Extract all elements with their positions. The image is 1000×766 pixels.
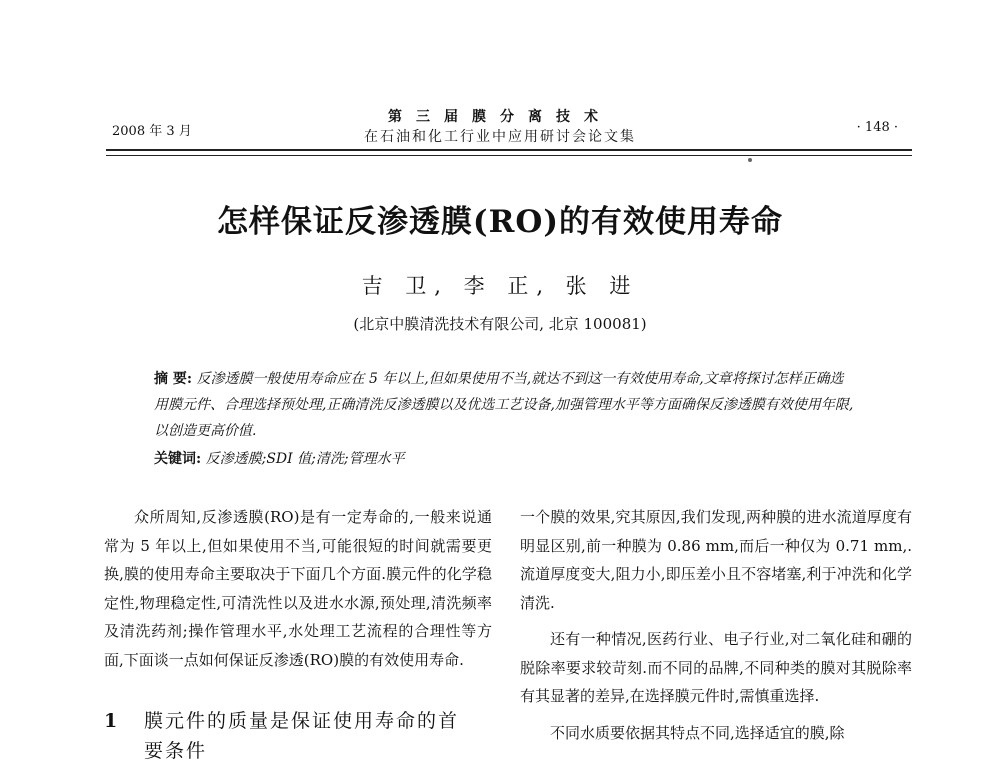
left-column <box>104 503 492 674</box>
header-date: 2008 年 3 月 <box>112 124 192 139</box>
section-1-heading <box>104 706 492 766</box>
scan-speck <box>748 158 752 162</box>
page-number: · 148 · <box>856 120 898 135</box>
header-rule-thick <box>106 149 912 151</box>
section-title-line-1: 膜元件的质量是保证使用寿命的首 <box>144 710 460 732</box>
keywords-text: 反渗透膜;SDI 值;清洗;管理水平 <box>205 451 405 467</box>
keywords-label: 关键词: <box>154 451 202 467</box>
paper-title: 怎样保证反渗透膜(RO)的有效使用寿命 <box>216 204 784 240</box>
right-paragraph-3: 不同水质要依据其特点不同,选择适宜的膜,除 <box>550 723 845 742</box>
conference-line-1: 第三届膜分离技术 <box>388 109 612 125</box>
header-conference <box>0 107 1000 147</box>
right-column <box>520 503 912 747</box>
affiliation: (北京中膜清洗技术有限公司, 北京 100081) <box>353 315 647 333</box>
authors: 吉 卫, 李 正, 张 进 <box>361 274 639 298</box>
section-title-line-2: 要条件 <box>144 740 208 762</box>
conference-line-2: 在石油和化工行业中应用研讨会论文集 <box>364 129 636 145</box>
abstract-text: 反渗透膜一般使用寿命应在 5 年以上,但如果使用不当,就达不到这一有效使用寿命,文章将探讨怎样正确选用膜元件、合理选择预处理,正确清洗反渗透膜以及优选工艺设备,加强管理水平等方面确保反渗透膜有效使用年限,以创造更高价值. <box>154 371 854 439</box>
left-paragraph-1: 众所周知,反渗透膜(RO)是有一定寿命的,一般来说通常为 5 年以上,但如果使用不当,可能很短的时间就需要更换,膜的使用寿命主要取决于下面几个方面.膜元件的化学稳定性,物理稳定性,可清洗性以及进水水源,预处理,清洗频率及清洗药剂;操作管理水平,水处理工艺流程的合理性等方面,下面谈一点如何保证反渗透(RO)膜的有效使用寿命. <box>104 508 492 669</box>
right-paragraph-2: 还有一种情况,医药行业、电子行业,对二氧化硅和硼的脱除率要求较苛刻.而不同的品牌,不同种类的膜对其脱除率有其显著的差异,在选择膜元件时,需慎重选择. <box>520 630 912 705</box>
section-number: 1 <box>104 710 120 732</box>
abstract <box>154 366 854 444</box>
right-paragraph-1: 一个膜的效果,究其原因,我们发现,两种膜的进水流道厚度有明显区别,前一种膜为 0.86 mm,而后一种仅为 0.71 mm,.流道厚度变大,阻力小,即压差小且不容堵塞,利于冲洗和化学清洗. <box>520 508 912 612</box>
keywords <box>154 448 405 468</box>
abstract-label: 摘 要: <box>154 371 193 387</box>
header-rule-thin <box>106 155 912 156</box>
